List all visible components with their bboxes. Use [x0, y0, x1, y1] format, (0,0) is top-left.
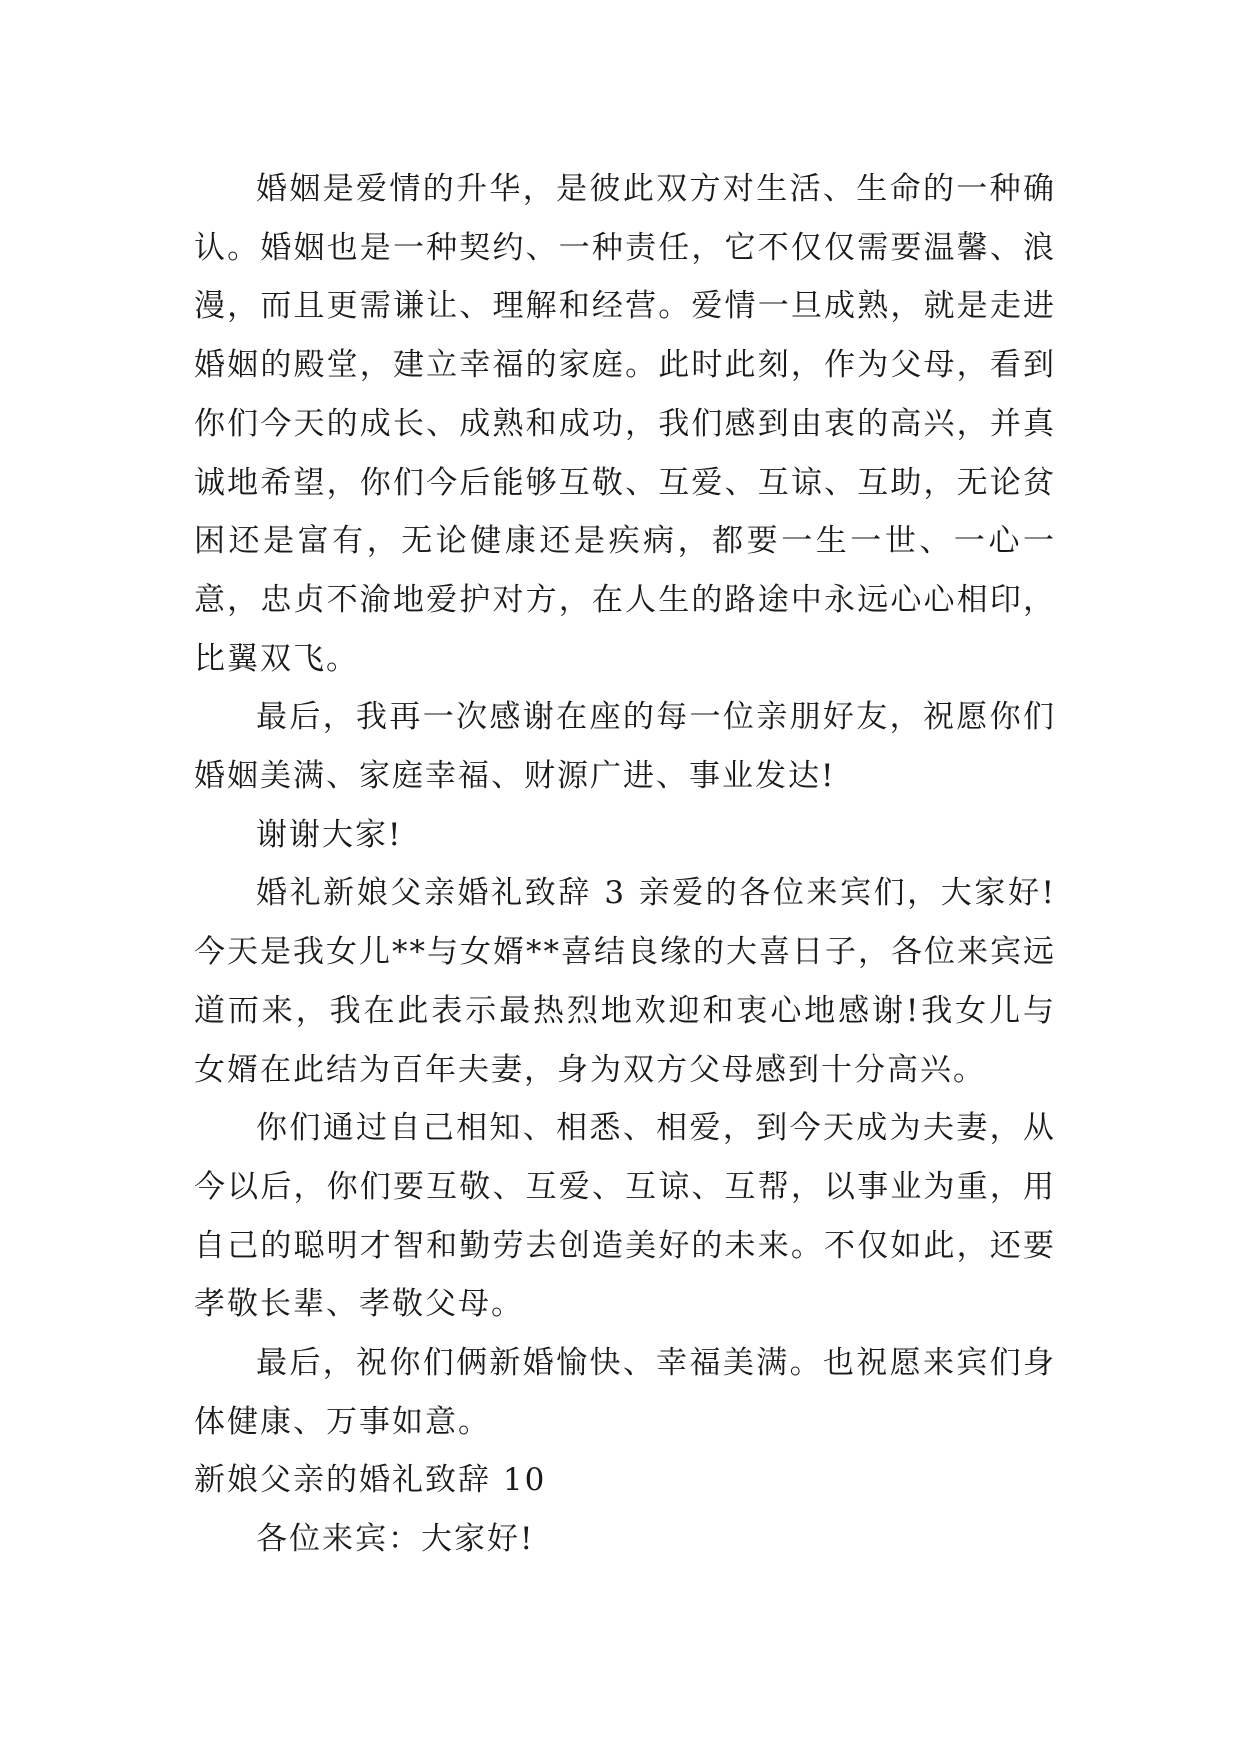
greeting-line: 各位来宾：大家好! [256, 1521, 535, 1558]
paragraph-thank-you: 谢谢大家! [256, 816, 403, 853]
paragraph-speech-3: 婚礼新娘父亲婚礼致辞 3 亲爱的各位来宾们，大家好!今天是我女儿**与女婿**喜结良缘的大喜日子，各位来宾远道而来，我在此表示最热烈地欢迎和衷心地感谢!我女儿与女婿在此结为百年夫妻，身为双方父母感到十分高兴。 [194, 875, 1056, 1088]
paragraph-closing-wishes: 最后，祝你们俩新婚愉快、幸福美满。也祝愿来宾们身体健康、万事如意。 [194, 1345, 1056, 1440]
paragraph-thanks-guests: 最后，我再一次感谢在座的每一位亲朋好友，祝愿你们婚姻美满、家庭幸福、财源广进、事业发达! [194, 699, 1056, 795]
document-body [194, 160, 1056, 1569]
paragraph-marriage: 婚姻是爱情的升华，是彼此双方对生活、生命的一种确认。婚姻也是一种契约、一种责任，它不仅仅需要温馨、浪漫，而且更需谦让、理解和经营。爱情一旦成熟，就是走进婚姻的殿堂，建立幸福的家庭。此时此刻，作为父母，看到你们今天的成长、成熟和成功，我们感到由衷的高兴，并真诚地希望，你们今后能够互敬、互爱、互谅、互助，无论贫困还是富有，无论健康还是疾病，都要一生一世、一心一意，忠贞不渝地爱护对方，在人生的路途中永远心心相印，比翼双飞。 [194, 171, 1056, 677]
section-title: 新娘父亲的婚礼致辞 10 [194, 1462, 547, 1499]
paragraph-advice: 你们通过自己相知、相悉、相爱，到今天成为夫妻，从今以后，你们要互敬、互爱、互谅、互帮，以事业为重，用自己的聪明才智和勤劳去创造美好的未来。不仅如此，还要孝敬长辈、孝敬父母。 [194, 1110, 1056, 1323]
